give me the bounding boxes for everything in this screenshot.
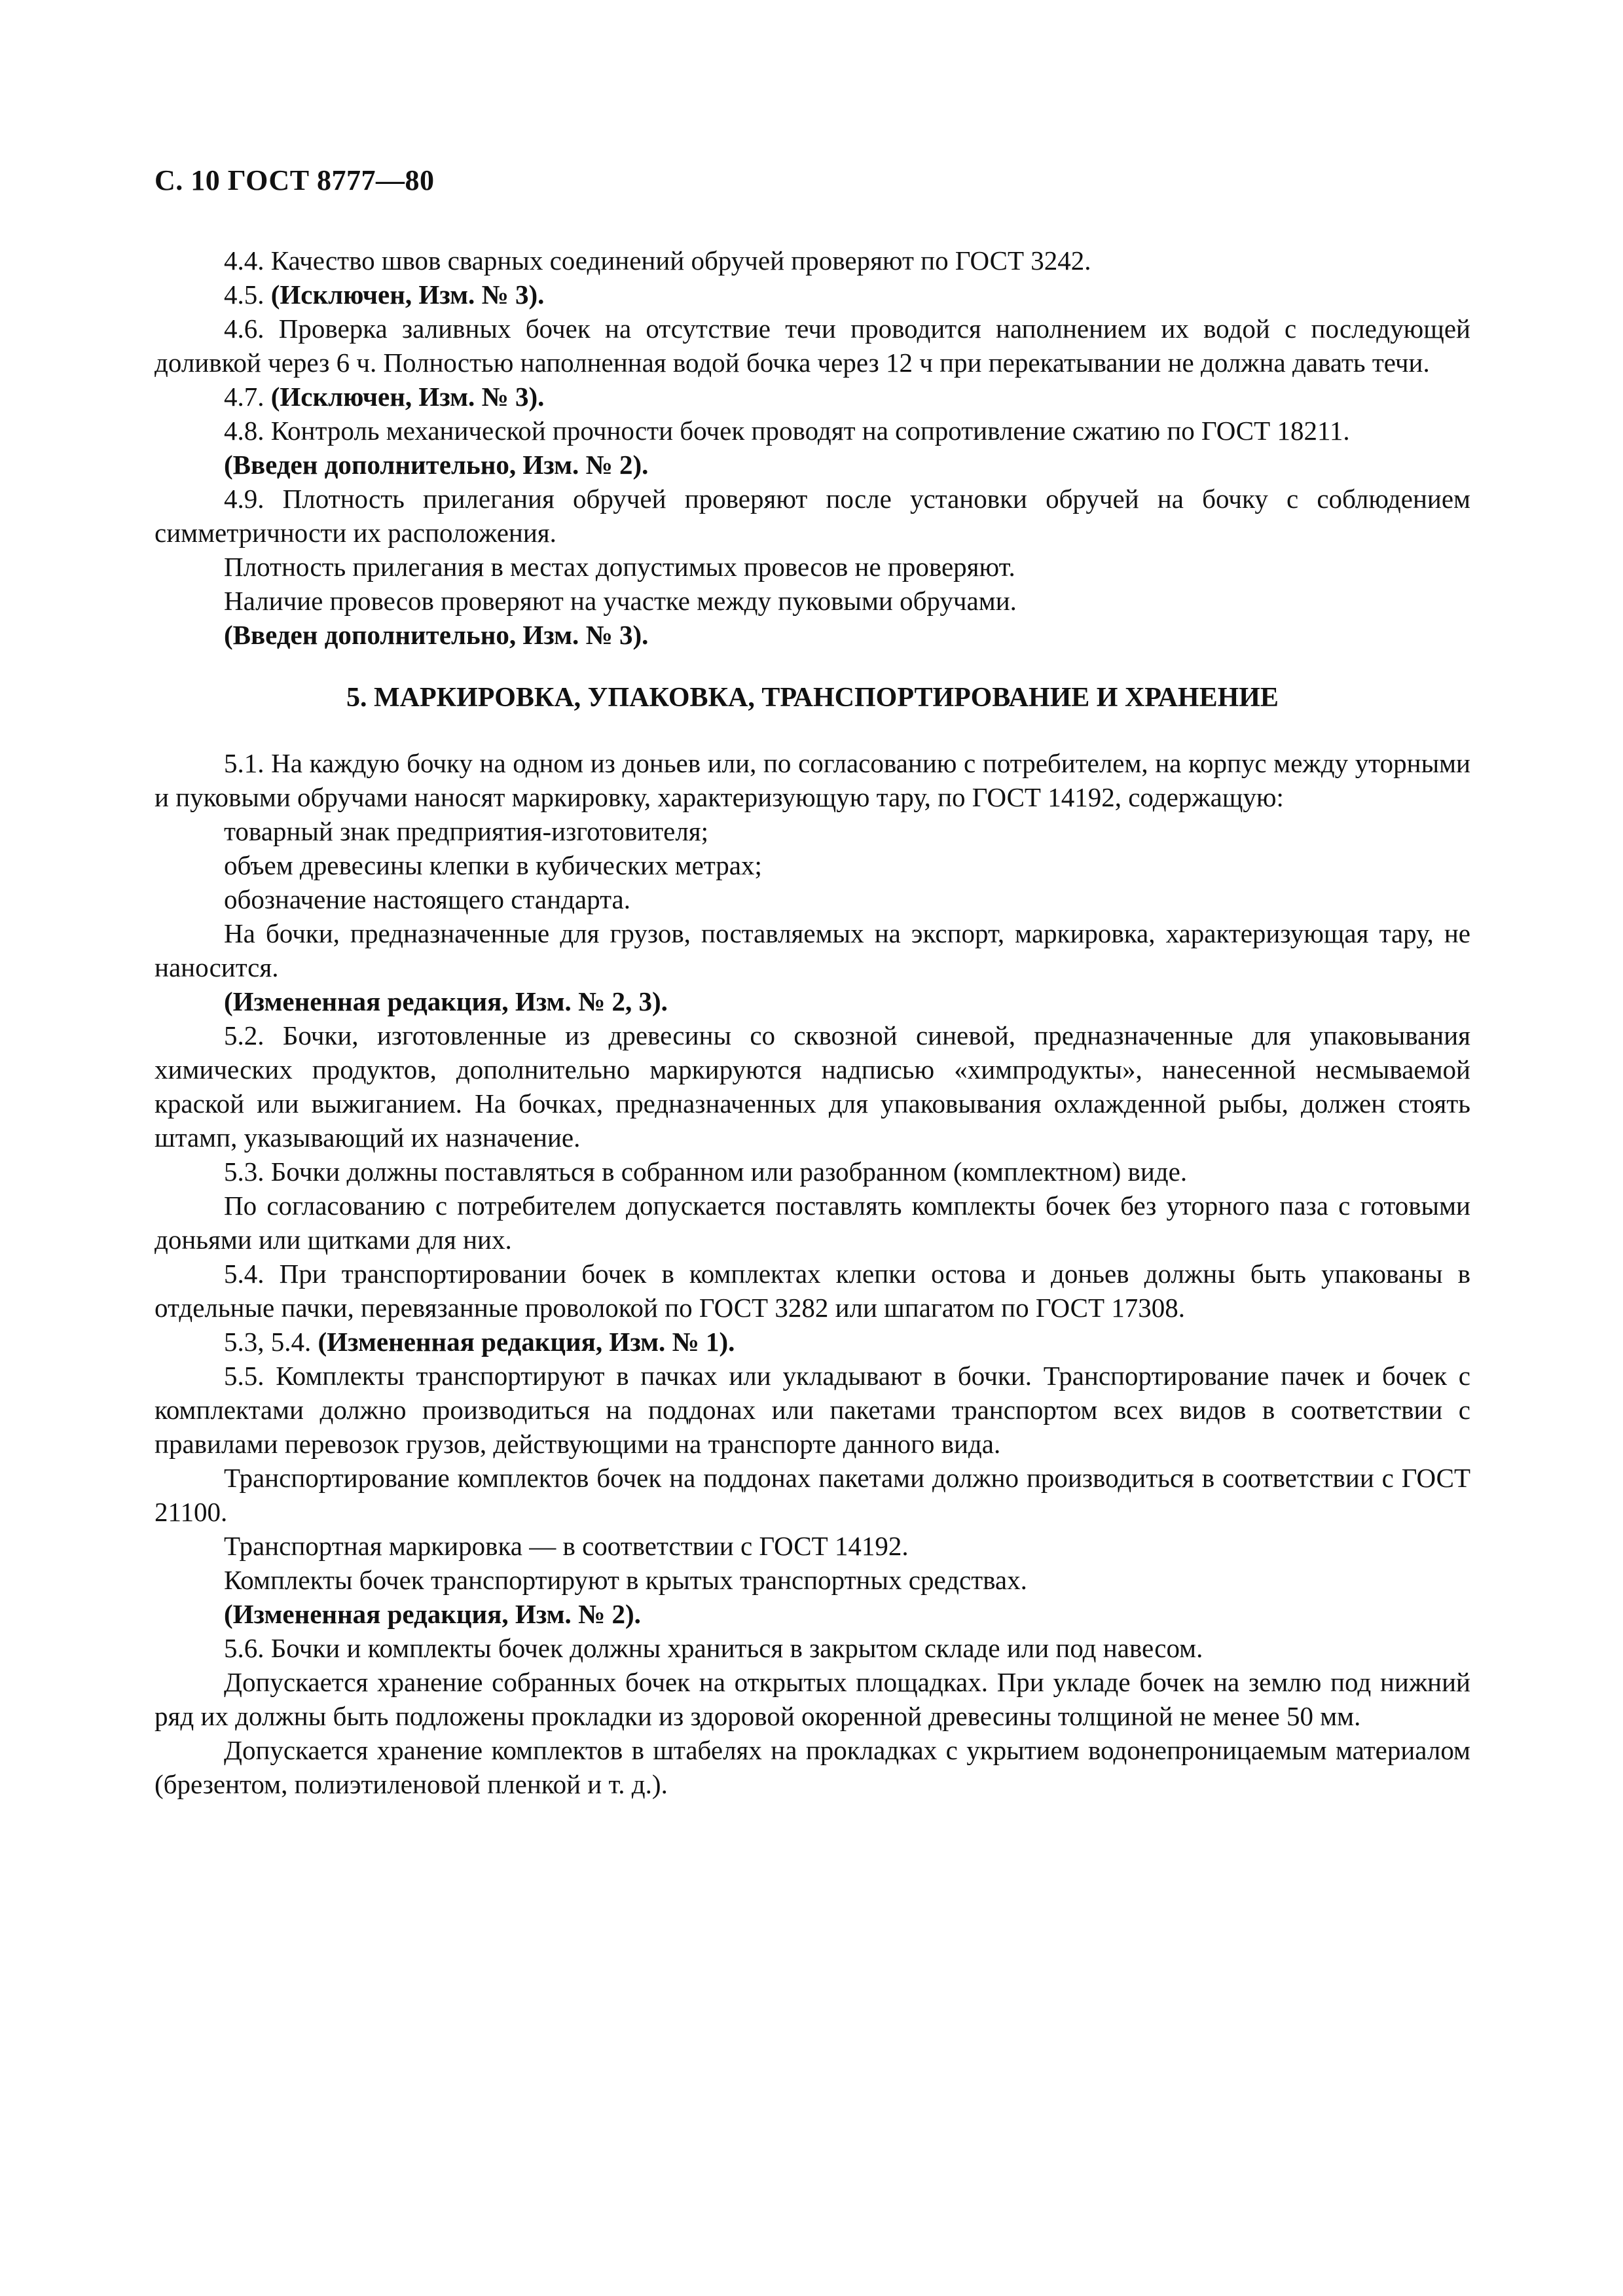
paragraph — [155, 1189, 1470, 1257]
paragraph — [155, 243, 1470, 278]
paragraph — [155, 550, 1470, 584]
paragraph — [155, 1325, 1470, 1359]
section-4-tail — [155, 243, 1470, 652]
paragraph — [155, 746, 1470, 814]
paragraph-text: 4.7. — [224, 382, 271, 412]
paragraph-text: Транспортирование комплектов бочек на поддонах пакетами должно производиться в соответствии с ГОСТ 21100. — [155, 1463, 1470, 1527]
paragraph-text: На бочки, предназначенные для грузов, поставляемых на экспорт, маркировка, характеризующая тару, не наносится. — [155, 918, 1470, 982]
paragraph — [155, 1155, 1470, 1189]
paragraph — [155, 618, 1470, 652]
paragraph — [155, 1597, 1470, 1631]
paragraph-text: объем древесины клепки в кубических метрах; — [224, 850, 762, 880]
paragraph-text: 5.4. При транспортировании бочек в комплектах клепки остова и доньев должны быть упакованы в отдельные пачки, перевязанные проволокой по ГОСТ 3282 или шпагатом по ГОСТ 17308. — [155, 1259, 1470, 1323]
paragraph — [155, 380, 1470, 414]
paragraph — [155, 414, 1470, 448]
paragraph — [155, 882, 1470, 916]
paragraph-text: Наличие провесов проверяют на участке между пуковыми обручами. — [224, 586, 1017, 616]
paragraph — [155, 1733, 1470, 1801]
paragraph-text: 5.6. Бочки и комплекты бочек должны храниться в закрытом складе или под навесом. — [224, 1633, 1203, 1663]
paragraph-text: По согласованию с потребителем допускается поставлять комплекты бочек без уторного паза с готовыми доньями или щитками для них. — [155, 1191, 1470, 1255]
paragraph — [155, 1018, 1470, 1155]
paragraph — [155, 1359, 1470, 1461]
paragraph-text: 5.3. Бочки должны поставляться в собранном или разобранном (комплектном) виде. — [224, 1157, 1188, 1187]
paragraph-text: 5.5. Комплекты транспортируют в пачках или укладывают в бочки. Транспортирование пачек и бочек с комплектами должно производиться на поддонах или пакетами транспортом всех видов в соответствии с правилами перевозок грузов, действующими на транспорте данного вида. — [155, 1361, 1470, 1459]
paragraph-text: 4.9. Плотность прилегания обручей проверяют после установки обручей на бочку с соблюдением симметричности их расположения. — [155, 484, 1470, 548]
paragraph-text: Комплекты бочек транспортируют в крытых транспортных средствах. — [224, 1565, 1027, 1595]
paragraph-text: 4.4. Качество швов сварных соединений обручей проверяют по ГОСТ 3242. — [224, 245, 1091, 276]
paragraph — [155, 1529, 1470, 1563]
paragraph-text: 4.8. Контроль механической прочности бочек проводят на сопротивление сжатию по ГОСТ 18211. — [224, 416, 1350, 446]
paragraph — [155, 584, 1470, 618]
paragraph — [155, 916, 1470, 984]
paragraph — [155, 312, 1470, 380]
paragraph — [155, 1665, 1470, 1733]
page-header: С. 10 ГОСТ 8777—80 — [155, 164, 435, 196]
paragraph-text: Транспортная маркировка — в соответствии с ГОСТ 14192. — [224, 1531, 909, 1561]
paragraph-text: 5.3, 5.4. — [224, 1327, 318, 1357]
paragraph — [155, 448, 1470, 482]
paragraph-text: Допускается хранение комплектов в штабелях на прокладках с укрытием водонепроницаемым материалом (брезентом, полиэтиленовой пленкой и т. д.). — [155, 1735, 1470, 1799]
paragraph — [155, 984, 1470, 1018]
amendment-note: (Исключен, Изм. № 3). — [270, 382, 545, 412]
section-5 — [155, 746, 1470, 1801]
paragraph-text: 5.2. Бочки, изготовленные из древесины со сквозной синевой, предназначенные для упаковывания химических продуктов, дополнительно маркируются надписью «химпродукты», нанесенной несмываемой краской или выжиганием. На бочках, предназначенных для упаковывания охлажденной рыбы, должен стоять штамп, указывающий их назначение. — [155, 1020, 1470, 1153]
paragraph — [155, 1461, 1470, 1529]
section-title: 5. МАРКИРОВКА, УПАКОВКА, ТРАНСПОРТИРОВАНИЕ И ХРАНЕНИЕ — [346, 683, 1279, 713]
paragraph-text: Допускается хранение собранных бочек на открытых площадках. При укладе бочек на землю под нижний ряд их должны быть подложены прокладки из здоровой окоренной древесины толщиной не менее 50 мм. — [155, 1667, 1470, 1731]
paragraph — [155, 1631, 1470, 1665]
paragraph — [155, 814, 1470, 848]
paragraph — [155, 482, 1470, 550]
paragraph-text: товарный знак предприятия-изготовителя; — [224, 816, 709, 846]
paragraph-text: 4.5. — [224, 279, 271, 310]
paragraph — [155, 848, 1470, 882]
paragraph-text: 5.1. На каждую бочку на одном из доньев или, по согласованию с потребителем, на корпус между уторными и пуковыми обручами наносят маркировку, характеризующую тару, по ГОСТ 14192, содержащую: — [155, 748, 1470, 812]
amendment-note: (Измененная редакция, Изм. № 2). — [224, 1599, 641, 1629]
paragraph-text: Плотность прилегания в местах допустимых провесов не проверяют. — [224, 552, 1015, 582]
amendment-note: (Введен дополнительно, Изм. № 3). — [224, 620, 649, 650]
paragraph-text: обозначение настоящего стандарта. — [224, 884, 630, 914]
paragraph — [155, 278, 1470, 312]
paragraph — [155, 1563, 1470, 1597]
paragraph-text: 4.6. Проверка заливных бочек на отсутствие течи проводится наполнением их водой с последующей доливкой через 6 ч. Полностью наполненная водой бочка через 12 ч при перекатывании не должна давать течи. — [155, 314, 1470, 378]
paragraph — [155, 1257, 1470, 1325]
amendment-note: (Введен дополнительно, Изм. № 2). — [224, 450, 649, 480]
document-body — [155, 243, 1470, 1801]
amendment-note: (Измененная редакция, Изм. № 1). — [318, 1327, 735, 1357]
amendment-note: (Исключен, Изм. № 3). — [270, 279, 545, 310]
amendment-note: (Измененная редакция, Изм. № 2, 3). — [224, 986, 668, 1016]
